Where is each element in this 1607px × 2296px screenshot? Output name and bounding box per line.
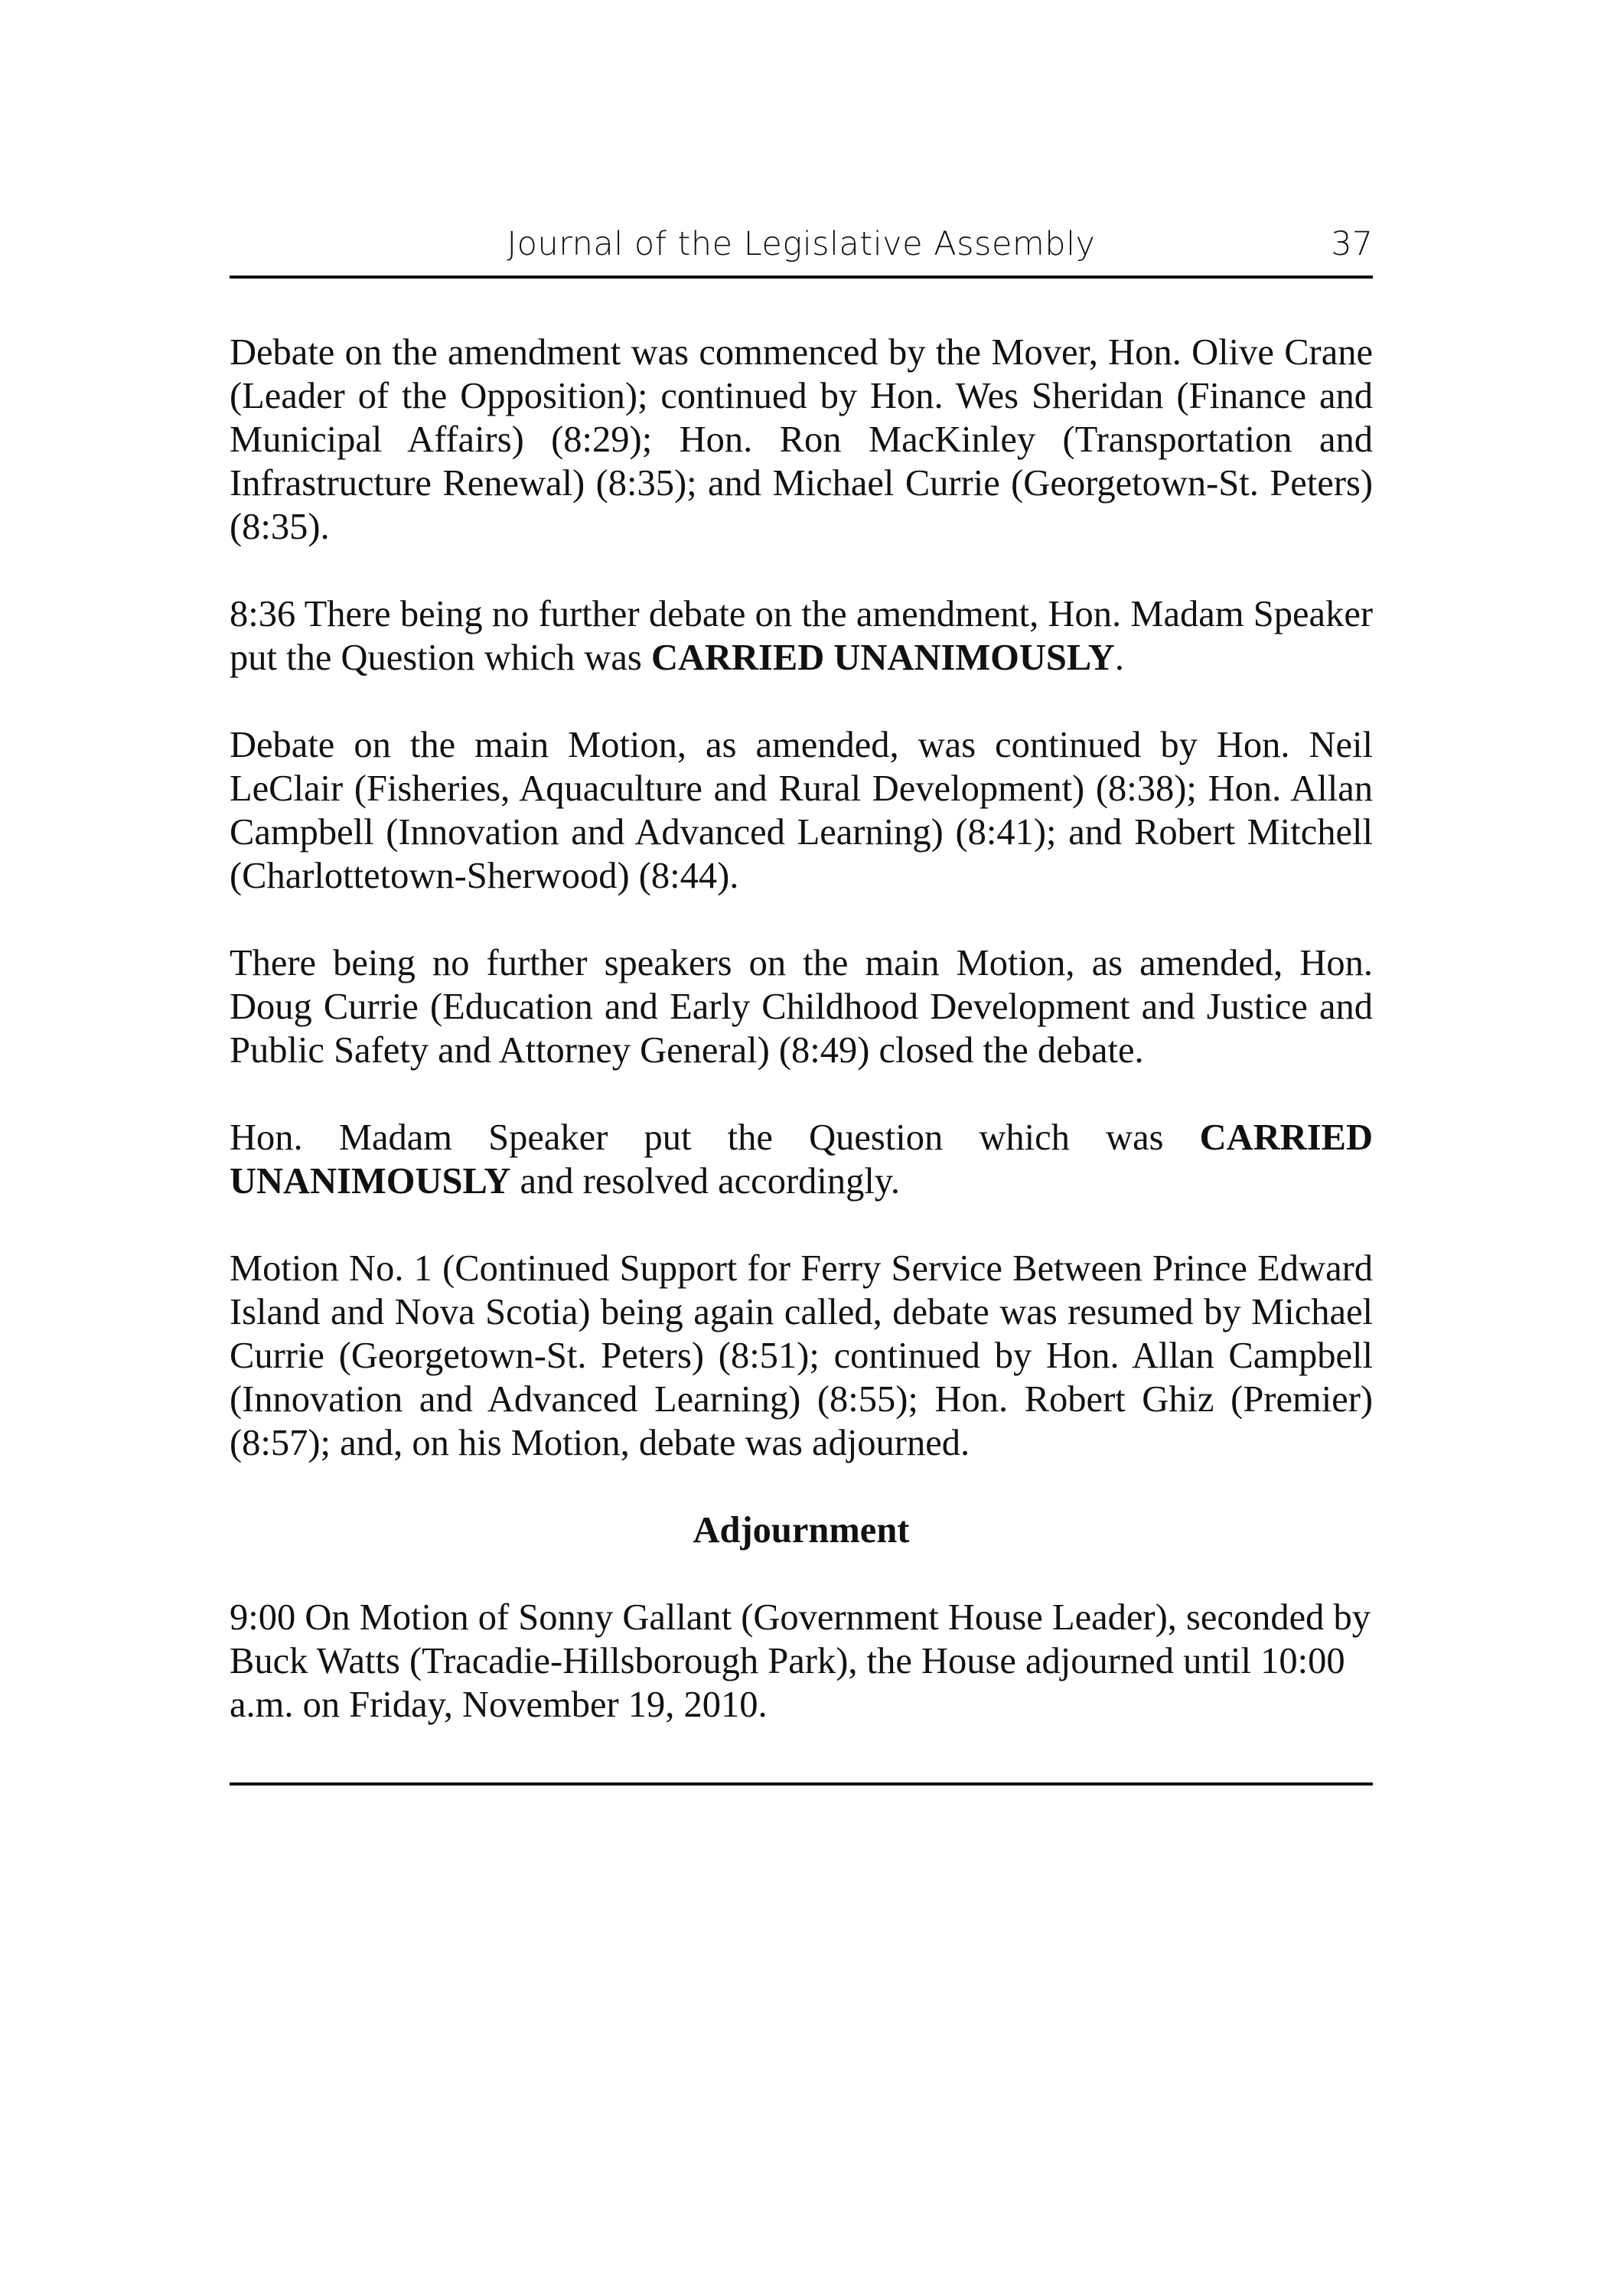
paragraph-amendment-question [230,592,1373,680]
journal-body [230,331,1373,1770]
result-carried-unanimously: CARRIED UNANIMOUSLY [230,1117,1373,1202]
paragraph-adjournment: 9:00 On Motion of Sonny Gallant (Government House Leader), seconded by Buck Watts (Tracadie-Hillsborough Park), the House adjourned until 10:00 a.m. on Friday, November 19, 2010. [230,1597,1371,1725]
paragraph-debate-closed: There being no further speakers on the main Motion, as amended, Hon. Doug Currie (Education and Early Childhood Development and Justice and Public Safety and Attorney General) (8:49) closed the debate. [230,943,1373,1071]
journal-title: Journal of the Legislative Assembly [507,225,1096,263]
paragraph-end: . [1114,638,1124,678]
paragraph-text: 8:36 There being no further debate on the amendment, Hon. Madam Speaker put the Question which was [230,594,1373,678]
paragraph-text: Hon. Madam Speaker put the Question which was [230,1117,1200,1158]
paragraph-end: and resolved accordingly. [510,1161,901,1202]
result-carried-unanimously: CARRIED UNANIMOUSLY [650,638,1115,678]
running-header [230,222,1373,279]
paragraph-main-motion-question [230,1116,1373,1203]
bottom-rule [230,1782,1373,1786]
section-heading-adjournment: Adjournment [693,1510,910,1551]
paragraph-motion-no-1: Motion No. 1 (Continued Support for Ferry Service Between Prince Edward Island and Nova Scotia) being again called, debate was resumed by Michael Currie (Georgetown-St. Peters) (8:51); continued by Hon. Allan Campbell (Innovation and Advanced Learning) (8:55); Hon. Robert Ghiz (Premier) (8:57); and, on his Motion, debate was adjourned. [230,1248,1373,1463]
paragraph-main-motion-debate: Debate on the main Motion, as amended, was continued by Hon. Neil LeClair (Fisheries, Aquaculture and Rural Development) (8:38); Hon. Allan Campbell (Innovation and Advanced Learning) (8:41); and Robert Mitchell (Charlottetown-Sherwood) (8:44). [230,725,1373,896]
paragraph-amendment-debate: Debate on the amendment was commenced by the Mover, Hon. Olive Crane (Leader of the Opposition); continued by Hon. Wes Sheridan (Finance and Municipal Affairs) (8:29); Hon. Ron MacKinley (Transportation and Infrastructure Renewal) (8:35); and Michael Currie (Georgetown-St. Peters) (8:35). [230,332,1373,547]
page-number: 37 [1331,225,1373,263]
